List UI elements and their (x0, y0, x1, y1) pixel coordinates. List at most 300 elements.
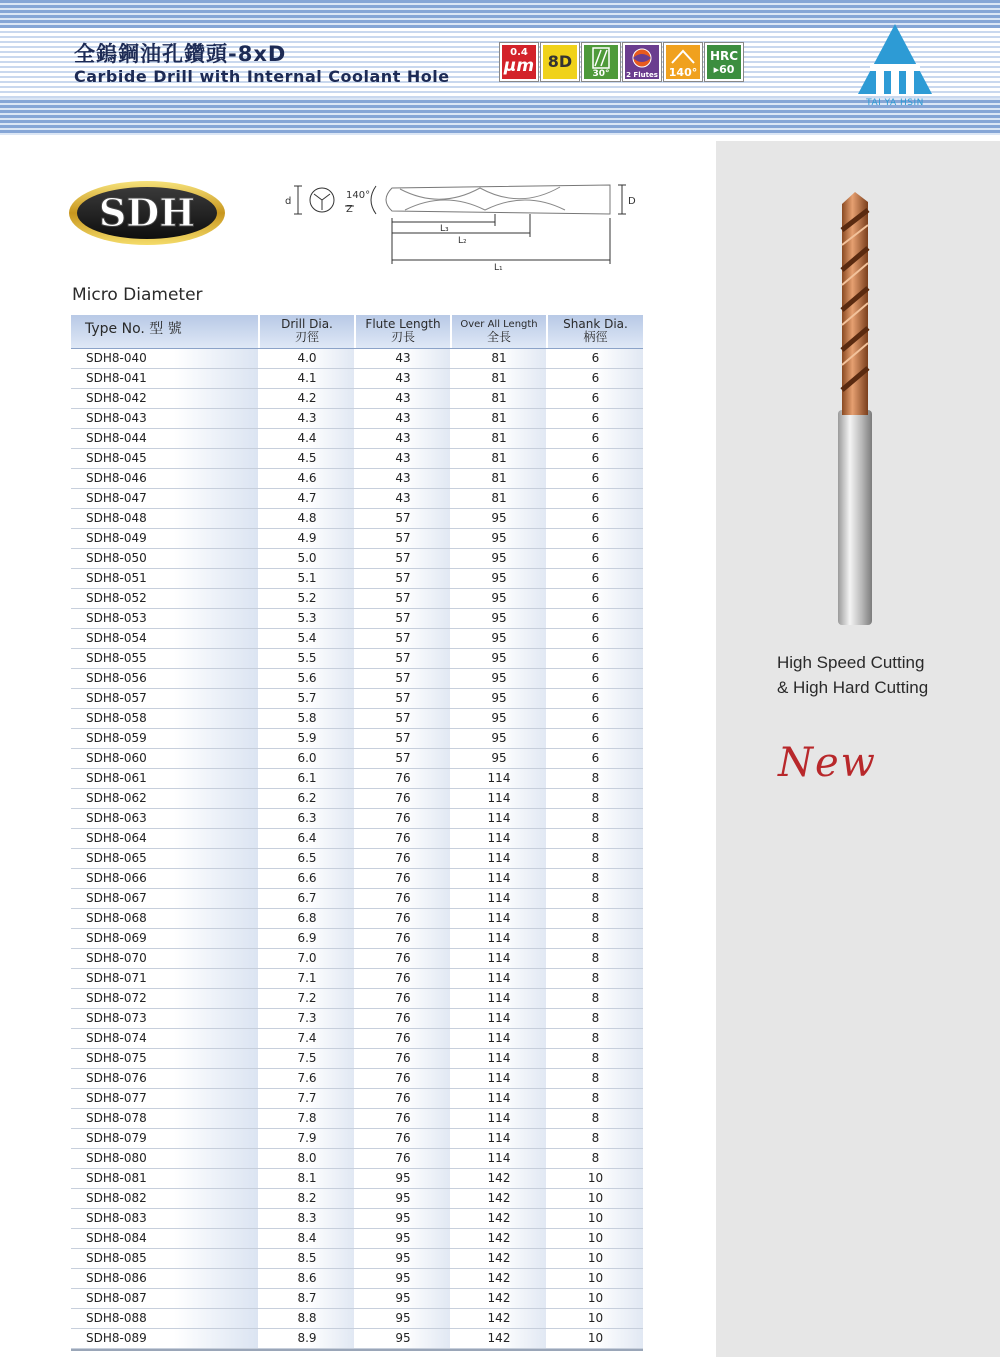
type-no-cell: SDH8-057 (71, 689, 260, 708)
header-overall-length: Over All Length 全長 (452, 315, 548, 348)
type-no-cell: SDH8-084 (71, 1229, 260, 1248)
overall-length-cell: 114 (452, 929, 548, 948)
type-no-cell: SDH8-065 (71, 849, 260, 868)
diagram-label-angle: 140° (346, 190, 371, 201)
overall-length-cell: 114 (452, 1009, 548, 1028)
drill-dia-cell: 7.0 (260, 949, 356, 968)
drill-dia-cell: 8.6 (260, 1269, 356, 1288)
flute-length-cell: 95 (356, 1189, 452, 1208)
overall-length-cell: 114 (452, 829, 548, 848)
shank-dia-cell: 8 (548, 1149, 643, 1168)
drill-dia-cell: 7.7 (260, 1089, 356, 1108)
drill-dia-cell: 6.5 (260, 849, 356, 868)
section-title: Micro Diameter (72, 285, 203, 305)
table-row (71, 529, 643, 549)
shank-dia-cell: 10 (548, 1189, 643, 1208)
overall-length-cell: 142 (452, 1229, 548, 1248)
table-row (71, 949, 643, 969)
table-row (71, 1269, 643, 1289)
type-no-cell: SDH8-088 (71, 1309, 260, 1328)
type-no-cell: SDH8-060 (71, 749, 260, 768)
overall-length-cell: 95 (452, 549, 548, 568)
overall-length-cell: 95 (452, 729, 548, 748)
type-no-cell: SDH8-058 (71, 709, 260, 728)
table-row (71, 469, 643, 489)
flute-length-cell: 43 (356, 349, 452, 368)
shank-dia-cell: 8 (548, 949, 643, 968)
table-row (71, 369, 643, 389)
flute-length-cell: 95 (356, 1329, 452, 1348)
flute-length-cell: 76 (356, 1129, 452, 1148)
feature-line-1: High Speed Cutting (777, 653, 925, 672)
shank-dia-cell: 6 (548, 469, 643, 488)
shank-dia-cell: 8 (548, 1009, 643, 1028)
table-row (71, 1049, 643, 1069)
table-row (71, 969, 643, 989)
overall-length-cell: 81 (452, 469, 548, 488)
overall-length-cell: 81 (452, 389, 548, 408)
table-row (71, 389, 643, 409)
type-no-cell: SDH8-061 (71, 769, 260, 788)
type-no-cell: SDH8-051 (71, 569, 260, 588)
flute-length-cell: 76 (356, 989, 452, 1008)
overall-length-cell: 114 (452, 869, 548, 888)
table-row (71, 1029, 643, 1049)
shank-dia-cell: 6 (548, 709, 643, 728)
table-row (71, 709, 643, 729)
diagram-label-z: Z (346, 204, 353, 215)
drill-dia-cell: 8.5 (260, 1249, 356, 1268)
overall-length-cell: 114 (452, 789, 548, 808)
drill-dia-cell: 8.9 (260, 1329, 356, 1348)
shank-dia-cell: 6 (548, 449, 643, 468)
table-row (71, 749, 643, 769)
drill-dia-cell: 7.1 (260, 969, 356, 988)
type-no-cell: SDH8-083 (71, 1209, 260, 1228)
type-no-cell: SDH8-069 (71, 929, 260, 948)
table-row (71, 489, 643, 509)
shank-dia-cell: 8 (548, 769, 643, 788)
overall-length-cell: 81 (452, 449, 548, 468)
type-no-cell: SDH8-067 (71, 889, 260, 908)
table-row (71, 1289, 643, 1309)
shank-dia-cell: 8 (548, 889, 643, 908)
overall-length-cell: 81 (452, 409, 548, 428)
sdh-series-logo (68, 180, 226, 246)
shank-dia-cell: 6 (548, 409, 643, 428)
drill-dia-cell: 8.7 (260, 1289, 356, 1308)
shank-dia-cell: 6 (548, 649, 643, 668)
overall-length-cell: 142 (452, 1289, 548, 1308)
drill-dia-cell: 5.0 (260, 549, 356, 568)
feature-text (777, 650, 928, 700)
drill-dia-cell: 6.7 (260, 889, 356, 908)
new-label: New (778, 740, 877, 786)
flute-length-cell: 76 (356, 889, 452, 908)
flute-length-cell: 57 (356, 589, 452, 608)
diagram-label-l1: L₁ (494, 263, 503, 272)
overall-length-cell: 142 (452, 1269, 548, 1288)
table-row (71, 609, 643, 629)
drill-dia-cell: 6.9 (260, 929, 356, 948)
type-no-cell: SDH8-064 (71, 829, 260, 848)
feature-line-2: & High Hard Cutting (777, 678, 929, 697)
drill-dia-cell: 7.2 (260, 989, 356, 1008)
drill-dia-cell: 8.4 (260, 1229, 356, 1248)
table-row (71, 449, 643, 469)
flute-length-cell: 57 (356, 509, 452, 528)
drill-dia-cell: 6.0 (260, 749, 356, 768)
flute-length-cell: 76 (356, 1089, 452, 1108)
type-no-cell: SDH8-077 (71, 1089, 260, 1108)
shank-dia-cell: 10 (548, 1229, 643, 1248)
flute-length-cell: 43 (356, 429, 452, 448)
overall-length-cell: 114 (452, 849, 548, 868)
overall-length-cell: 114 (452, 1069, 548, 1088)
overall-length-cell: 114 (452, 1049, 548, 1068)
feature-badges (500, 43, 743, 81)
type-no-cell: SDH8-068 (71, 909, 260, 928)
type-no-cell: SDH8-085 (71, 1249, 260, 1268)
flute-length-cell: 76 (356, 909, 452, 928)
flute-length-cell: 57 (356, 649, 452, 668)
drill-dia-cell: 5.7 (260, 689, 356, 708)
table-row (71, 929, 643, 949)
table-row (71, 1069, 643, 1089)
overall-length-cell: 95 (452, 609, 548, 628)
table-row (71, 1229, 643, 1249)
drill-dia-cell: 7.9 (260, 1129, 356, 1148)
shank-dia-cell: 8 (548, 929, 643, 948)
overall-length-cell: 114 (452, 1109, 548, 1128)
shank-dia-cell: 10 (548, 1269, 643, 1288)
flute-length-cell: 95 (356, 1229, 452, 1248)
shank-dia-cell: 6 (548, 369, 643, 388)
table-row (71, 429, 643, 449)
type-no-cell: SDH8-087 (71, 1289, 260, 1308)
table-row (71, 849, 643, 869)
shank-dia-cell: 8 (548, 989, 643, 1008)
drill-dia-cell: 7.3 (260, 1009, 356, 1028)
type-no-cell: SDH8-047 (71, 489, 260, 508)
sdh-text: SDH (98, 190, 196, 235)
shank-dia-cell: 10 (548, 1169, 643, 1188)
shank-dia-cell: 8 (548, 1029, 643, 1048)
table-bottom-rule (71, 1349, 643, 1351)
shank-dia-cell: 6 (548, 429, 643, 448)
diagram-label-l2: L₂ (458, 236, 467, 246)
drill-dia-cell: 5.9 (260, 729, 356, 748)
drill-dia-cell: 4.9 (260, 529, 356, 548)
diagram-label-l3: L₃ (440, 224, 449, 234)
type-no-cell: SDH8-052 (71, 589, 260, 608)
diagram-label-D: D (628, 196, 636, 207)
shank-dia-cell: 8 (548, 909, 643, 928)
flute-length-cell: 43 (356, 369, 452, 388)
drill-dia-cell: 4.1 (260, 369, 356, 388)
overall-length-cell: 95 (452, 529, 548, 548)
type-no-cell: SDH8-053 (71, 609, 260, 628)
drill-dia-cell: 4.7 (260, 489, 356, 508)
table-row (71, 509, 643, 529)
drill-dia-cell: 8.3 (260, 1209, 356, 1228)
flute-length-cell: 76 (356, 1009, 452, 1028)
header-type-no: Type No. 型 號 (71, 315, 260, 348)
page-title-english: Carbide Drill with Internal Coolant Hole (74, 67, 450, 86)
overall-length-cell: 114 (452, 969, 548, 988)
flute-length-cell: 43 (356, 409, 452, 428)
shank-dia-cell: 8 (548, 969, 643, 988)
overall-length-cell: 95 (452, 629, 548, 648)
point-angle-icon (666, 47, 700, 67)
overall-length-cell: 142 (452, 1249, 548, 1268)
type-no-cell: SDH8-086 (71, 1269, 260, 1288)
flute-length-cell: 57 (356, 709, 452, 728)
table-row (71, 789, 643, 809)
overall-length-cell: 95 (452, 669, 548, 688)
table-row (71, 989, 643, 1009)
overall-length-cell: 81 (452, 369, 548, 388)
length-8d-badge: 8D (541, 43, 579, 81)
table-row (71, 1169, 643, 1189)
overall-length-cell: 114 (452, 1029, 548, 1048)
flute-section-icon (625, 46, 659, 70)
table-row (71, 689, 643, 709)
spec-table (71, 315, 643, 1351)
flute-length-cell: 76 (356, 929, 452, 948)
shank-dia-cell: 10 (548, 1289, 643, 1308)
table-row (71, 729, 643, 749)
flute-length-cell: 76 (356, 809, 452, 828)
shank-dia-cell: 8 (548, 1089, 643, 1108)
drill-dia-cell: 5.6 (260, 669, 356, 688)
table-row (71, 809, 643, 829)
drill-dia-cell: 4.3 (260, 409, 356, 428)
table-row (71, 869, 643, 889)
overall-length-cell: 114 (452, 1089, 548, 1108)
flute-length-cell: 76 (356, 1069, 452, 1088)
table-row (71, 409, 643, 429)
overall-length-cell: 142 (452, 1309, 548, 1328)
drill-dia-cell: 7.5 (260, 1049, 356, 1068)
type-no-cell: SDH8-055 (71, 649, 260, 668)
type-no-cell: SDH8-070 (71, 949, 260, 968)
flute-length-cell: 76 (356, 789, 452, 808)
type-no-cell: SDH8-041 (71, 369, 260, 388)
overall-length-cell: 114 (452, 809, 548, 828)
drill-dia-cell: 7.4 (260, 1029, 356, 1048)
flute-length-cell: 76 (356, 969, 452, 988)
flute-length-cell: 76 (356, 869, 452, 888)
flute-length-cell: 95 (356, 1169, 452, 1188)
shank-dia-cell: 8 (548, 1049, 643, 1068)
drill-dia-cell: 8.8 (260, 1309, 356, 1328)
table-row (71, 1089, 643, 1109)
overall-length-cell: 81 (452, 349, 548, 368)
flute-length-cell: 95 (356, 1269, 452, 1288)
type-no-cell: SDH8-054 (71, 629, 260, 648)
flute-length-cell: 43 (356, 389, 452, 408)
shank-dia-cell: 8 (548, 1129, 643, 1148)
type-no-cell: SDH8-074 (71, 1029, 260, 1048)
table-row (71, 909, 643, 929)
shank-dia-cell: 8 (548, 869, 643, 888)
header-drill-dia: Drill Dia. 刃徑 (260, 315, 356, 348)
drill-dia-cell: 4.4 (260, 429, 356, 448)
flute-length-cell: 95 (356, 1249, 452, 1268)
table-row (71, 1249, 643, 1269)
helix-lines-icon (584, 46, 618, 70)
drill-dia-cell: 8.1 (260, 1169, 356, 1188)
overall-length-cell: 114 (452, 909, 548, 928)
shank-dia-cell: 6 (548, 729, 643, 748)
table-row (71, 589, 643, 609)
diagram-label-d: d (285, 196, 292, 207)
drill-dia-cell: 7.8 (260, 1109, 356, 1128)
flute-length-cell: 95 (356, 1309, 452, 1328)
drill-dia-cell: 6.8 (260, 909, 356, 928)
helix-angle-badge: 30° (582, 43, 620, 81)
shank-dia-cell: 6 (548, 629, 643, 648)
overall-length-cell: 95 (452, 589, 548, 608)
flute-length-cell: 76 (356, 769, 452, 788)
shank-dia-cell: 8 (548, 849, 643, 868)
type-no-cell: SDH8-082 (71, 1189, 260, 1208)
overall-length-cell: 95 (452, 709, 548, 728)
table-row (71, 1309, 643, 1329)
shank-dia-cell: 10 (548, 1209, 643, 1228)
flute-length-cell: 57 (356, 629, 452, 648)
table-row (71, 569, 643, 589)
shank-dia-cell: 10 (548, 1249, 643, 1268)
drill-dia-cell: 6.4 (260, 829, 356, 848)
flute-length-cell: 76 (356, 1149, 452, 1168)
type-no-cell: SDH8-063 (71, 809, 260, 828)
drill-dia-cell: 6.3 (260, 809, 356, 828)
shank-dia-cell: 6 (548, 389, 643, 408)
flute-length-cell: 57 (356, 609, 452, 628)
type-no-cell: SDH8-078 (71, 1109, 260, 1128)
drill-dia-cell: 5.5 (260, 649, 356, 668)
table-row (71, 1329, 643, 1349)
shank-dia-cell: 8 (548, 1109, 643, 1128)
flute-length-cell: 76 (356, 949, 452, 968)
drill-dia-cell: 4.2 (260, 389, 356, 408)
company-name: TAI YA HSIN (866, 98, 924, 108)
table-row (71, 549, 643, 569)
type-no-cell: SDH8-048 (71, 509, 260, 528)
table-row (71, 629, 643, 649)
flute-length-cell: 76 (356, 829, 452, 848)
overall-length-cell: 114 (452, 949, 548, 968)
table-row (71, 669, 643, 689)
type-no-cell: SDH8-071 (71, 969, 260, 988)
type-no-cell: SDH8-081 (71, 1169, 260, 1188)
flute-length-cell: 57 (356, 569, 452, 588)
flute-length-cell: 95 (356, 1289, 452, 1308)
overall-length-cell: 95 (452, 509, 548, 528)
table-body (71, 349, 643, 1349)
drill-dia-cell: 8.2 (260, 1189, 356, 1208)
drill-dia-cell: 5.3 (260, 609, 356, 628)
type-no-cell: SDH8-056 (71, 669, 260, 688)
flute-length-cell: 57 (356, 729, 452, 748)
shank-dia-cell: 6 (548, 689, 643, 708)
type-no-cell: SDH8-062 (71, 789, 260, 808)
table-row (71, 889, 643, 909)
overall-length-cell: 95 (452, 749, 548, 768)
overall-length-cell: 95 (452, 649, 548, 668)
type-no-cell: SDH8-073 (71, 1009, 260, 1028)
type-no-cell: SDH8-043 (71, 409, 260, 428)
drill-dia-cell: 8.0 (260, 1149, 356, 1168)
flute-length-cell: 43 (356, 449, 452, 468)
type-no-cell: SDH8-076 (71, 1069, 260, 1088)
drill-dia-cell: 4.5 (260, 449, 356, 468)
type-no-cell: SDH8-049 (71, 529, 260, 548)
shank-dia-cell: 6 (548, 509, 643, 528)
type-no-cell: SDH8-066 (71, 869, 260, 888)
drill-dia-cell: 6.2 (260, 789, 356, 808)
table-row (71, 1129, 643, 1149)
overall-length-cell: 81 (452, 489, 548, 508)
overall-length-cell: 114 (452, 1129, 548, 1148)
overall-length-cell: 114 (452, 769, 548, 788)
drill-dia-cell: 5.4 (260, 629, 356, 648)
drill-dia-cell: 6.1 (260, 769, 356, 788)
overall-length-cell: 142 (452, 1209, 548, 1228)
drill-dia-cell: 7.6 (260, 1069, 356, 1088)
shank-dia-cell: 10 (548, 1309, 643, 1328)
shank-dia-cell: 6 (548, 349, 643, 368)
table-header (71, 315, 643, 349)
drill-dia-cell: 5.1 (260, 569, 356, 588)
page-title-chinese: 全鎢鋼油孔鑽頭-8xD (74, 42, 287, 66)
overall-length-cell: 142 (452, 1189, 548, 1208)
overall-length-cell: 142 (452, 1329, 548, 1348)
drill-dia-cell: 4.8 (260, 509, 356, 528)
table-row (71, 349, 643, 369)
flute-length-cell: 76 (356, 1049, 452, 1068)
shank-dia-cell: 6 (548, 589, 643, 608)
overall-length-cell: 81 (452, 429, 548, 448)
company-logo (858, 24, 932, 108)
shank-dia-cell: 8 (548, 789, 643, 808)
overall-length-cell: 114 (452, 1149, 548, 1168)
shank-dia-cell: 10 (548, 1329, 643, 1348)
type-no-cell: SDH8-072 (71, 989, 260, 1008)
flute-length-cell: 57 (356, 749, 452, 768)
table-row (71, 1189, 643, 1209)
type-no-cell: SDH8-050 (71, 549, 260, 568)
flute-length-cell: 95 (356, 1209, 452, 1228)
shank-dia-cell: 6 (548, 609, 643, 628)
overall-length-cell: 114 (452, 989, 548, 1008)
shank-dia-cell: 6 (548, 529, 643, 548)
type-no-cell: SDH8-045 (71, 449, 260, 468)
type-no-cell: SDH8-079 (71, 1129, 260, 1148)
surface-roughness-badge: 0.4 μm (500, 43, 538, 81)
type-no-cell: SDH8-042 (71, 389, 260, 408)
type-no-cell: SDH8-046 (71, 469, 260, 488)
flute-length-cell: 76 (356, 1029, 452, 1048)
drill-dia-cell: 5.8 (260, 709, 356, 728)
type-no-cell: SDH8-075 (71, 1049, 260, 1068)
flute-length-cell: 57 (356, 549, 452, 568)
drill-dia-cell: 4.0 (260, 349, 356, 368)
type-no-cell: SDH8-089 (71, 1329, 260, 1348)
overall-length-cell: 95 (452, 689, 548, 708)
